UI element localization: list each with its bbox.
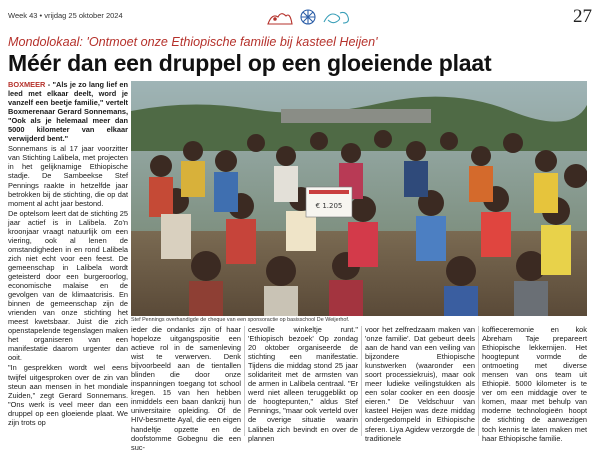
newspaper-logo-icon: [266, 7, 352, 27]
cheque-board: [306, 187, 352, 217]
group-photo: [131, 81, 587, 316]
body-column-3: voor het zelfredzaam maken van 'onze familie'. Dat gebeurt deels aan de hand van een veiling van bijzondere Ethiopische kunstwerken (waaronder een soort processiekruis), maar ook meer ludieke veilingstukken als een solar cooker en een doosje eieren." De Veldschuur van kasteel Heijen was deze middag ondergedompeld in Ethiopische sferen. Liya Agidew verzorgde de traditionele: [365, 325, 475, 443]
intro-column: [8, 80, 128, 428]
body-column-1: ieder die ondanks zijn of haar hopeloze uitgangspositie een actieve rol in de samenleving wist te verwerven. Denk bijvoorbeeld aan de tientallen blinden die door onze inspanningen toegang tot school kregen. 15 van hen hebben inmiddels een baan dankzij hun universitaire opleiding. Of de HIV-besmette Ayal, die een eigen handeltje opzette en de doofstomme Gobegnu die een suc-: [131, 325, 241, 452]
article-headline: Méér dan een druppel op een gloeiende plaat: [8, 50, 492, 76]
photo-caption: Stef Pennings overhandigde de cheque van een sponsoractie op basisschool De Weijerhof.: [131, 317, 350, 323]
page-number: 27: [573, 6, 592, 27]
page-header: [8, 6, 592, 28]
article-kicker: Mondolokaal: 'Ontmoet onze Ethiopische familie bij kasteel Heijen': [8, 35, 378, 49]
issue-date: Week 43 • vrijdag 25 oktober 2024: [8, 11, 123, 20]
body-paragraph: De optelsom leert dat de stichting 25 jaar actief is in Lalibela. Zo'n kroonjaar vraagt natuurlijk om een viering, ook al lenen de omstandigheden in en rond Lalibela zich niet echt voor een feest. De gemeenschap in Lalibela wordt geteisterd door een burgeroorlog, economische malaise en de gevolgen van de klimaatcrisis. En binnen de gemeenschap zijn de vrienden van onze stichting het meest kwetsbaar. Juist die zich openstapelende tegenslagen maken het organiseren van een manifestatie daarom urgenter dan ooit.: [8, 208, 128, 363]
body-column-2: cesvolle winkeltje runt." 'Ethiopisch bezoek' Op zondag 20 oktober organiseerde de stichting een manifestatie. Tijdens die middag stond 25 jaar solidariteit met de armsten van de armen in Lalibela centraal. "Er werd niet alleen teruggeblikt op de hoogtepunten," aldus Stef Pennings, "maar ook verteld over de overige situatie waarin Lalibela zich bevindt en over de plannen: [248, 325, 358, 443]
body-column-4: koffieceremonie en kok Abreham Taje prepareert Ethiopische lekkernijen. Het hoogtepunt vormde de ontmoeting met diverse mensen van ons team uit Ethiopië. 5000 kilometer is te ver om een middagje over te komen, maar met behulp van moderne technologieën hoopt de stichting de aanwezigen toch kennis te laten maken met haar Ethiopische familie.: [482, 325, 587, 443]
cheque-amount: € 1.205: [315, 202, 343, 210]
body-paragraph: "In gesprekken wordt wel eens twijfel uitgesproken over de zin van steun aan mensen in het mondiale Zuiden," zegt Gerard Sonnemans. "Ons werk is veel meer dan een druppel op een gloeiende plaat. We zijn trots op: [8, 363, 128, 427]
article-intro: [8, 80, 128, 143]
dateline: BOXMEER: [8, 80, 46, 89]
intro-text: - "Als je zo lang lief en leed met elkaar deelt, word je vanzelf een beetje familie," vertelt Boxmerenaar Gerard Sonnemans, "Ook als je helemaal meer dan 5000 kilometer van elkaar verwijderd bent.": [8, 80, 128, 144]
column-divider: [361, 326, 362, 436]
column-divider: [244, 326, 245, 436]
column-divider: [478, 326, 479, 436]
body-paragraph: Sonnemans is al 17 jaar voorzitter van Stichting Lalibela, met projecten in het gelijknamige Ethiopische stadje. De Sambeekse Stef Pennings raakte in hetzelfde jaar betrokken bij de stichting, die op dat moment al acht jaar bestond.: [8, 144, 128, 208]
